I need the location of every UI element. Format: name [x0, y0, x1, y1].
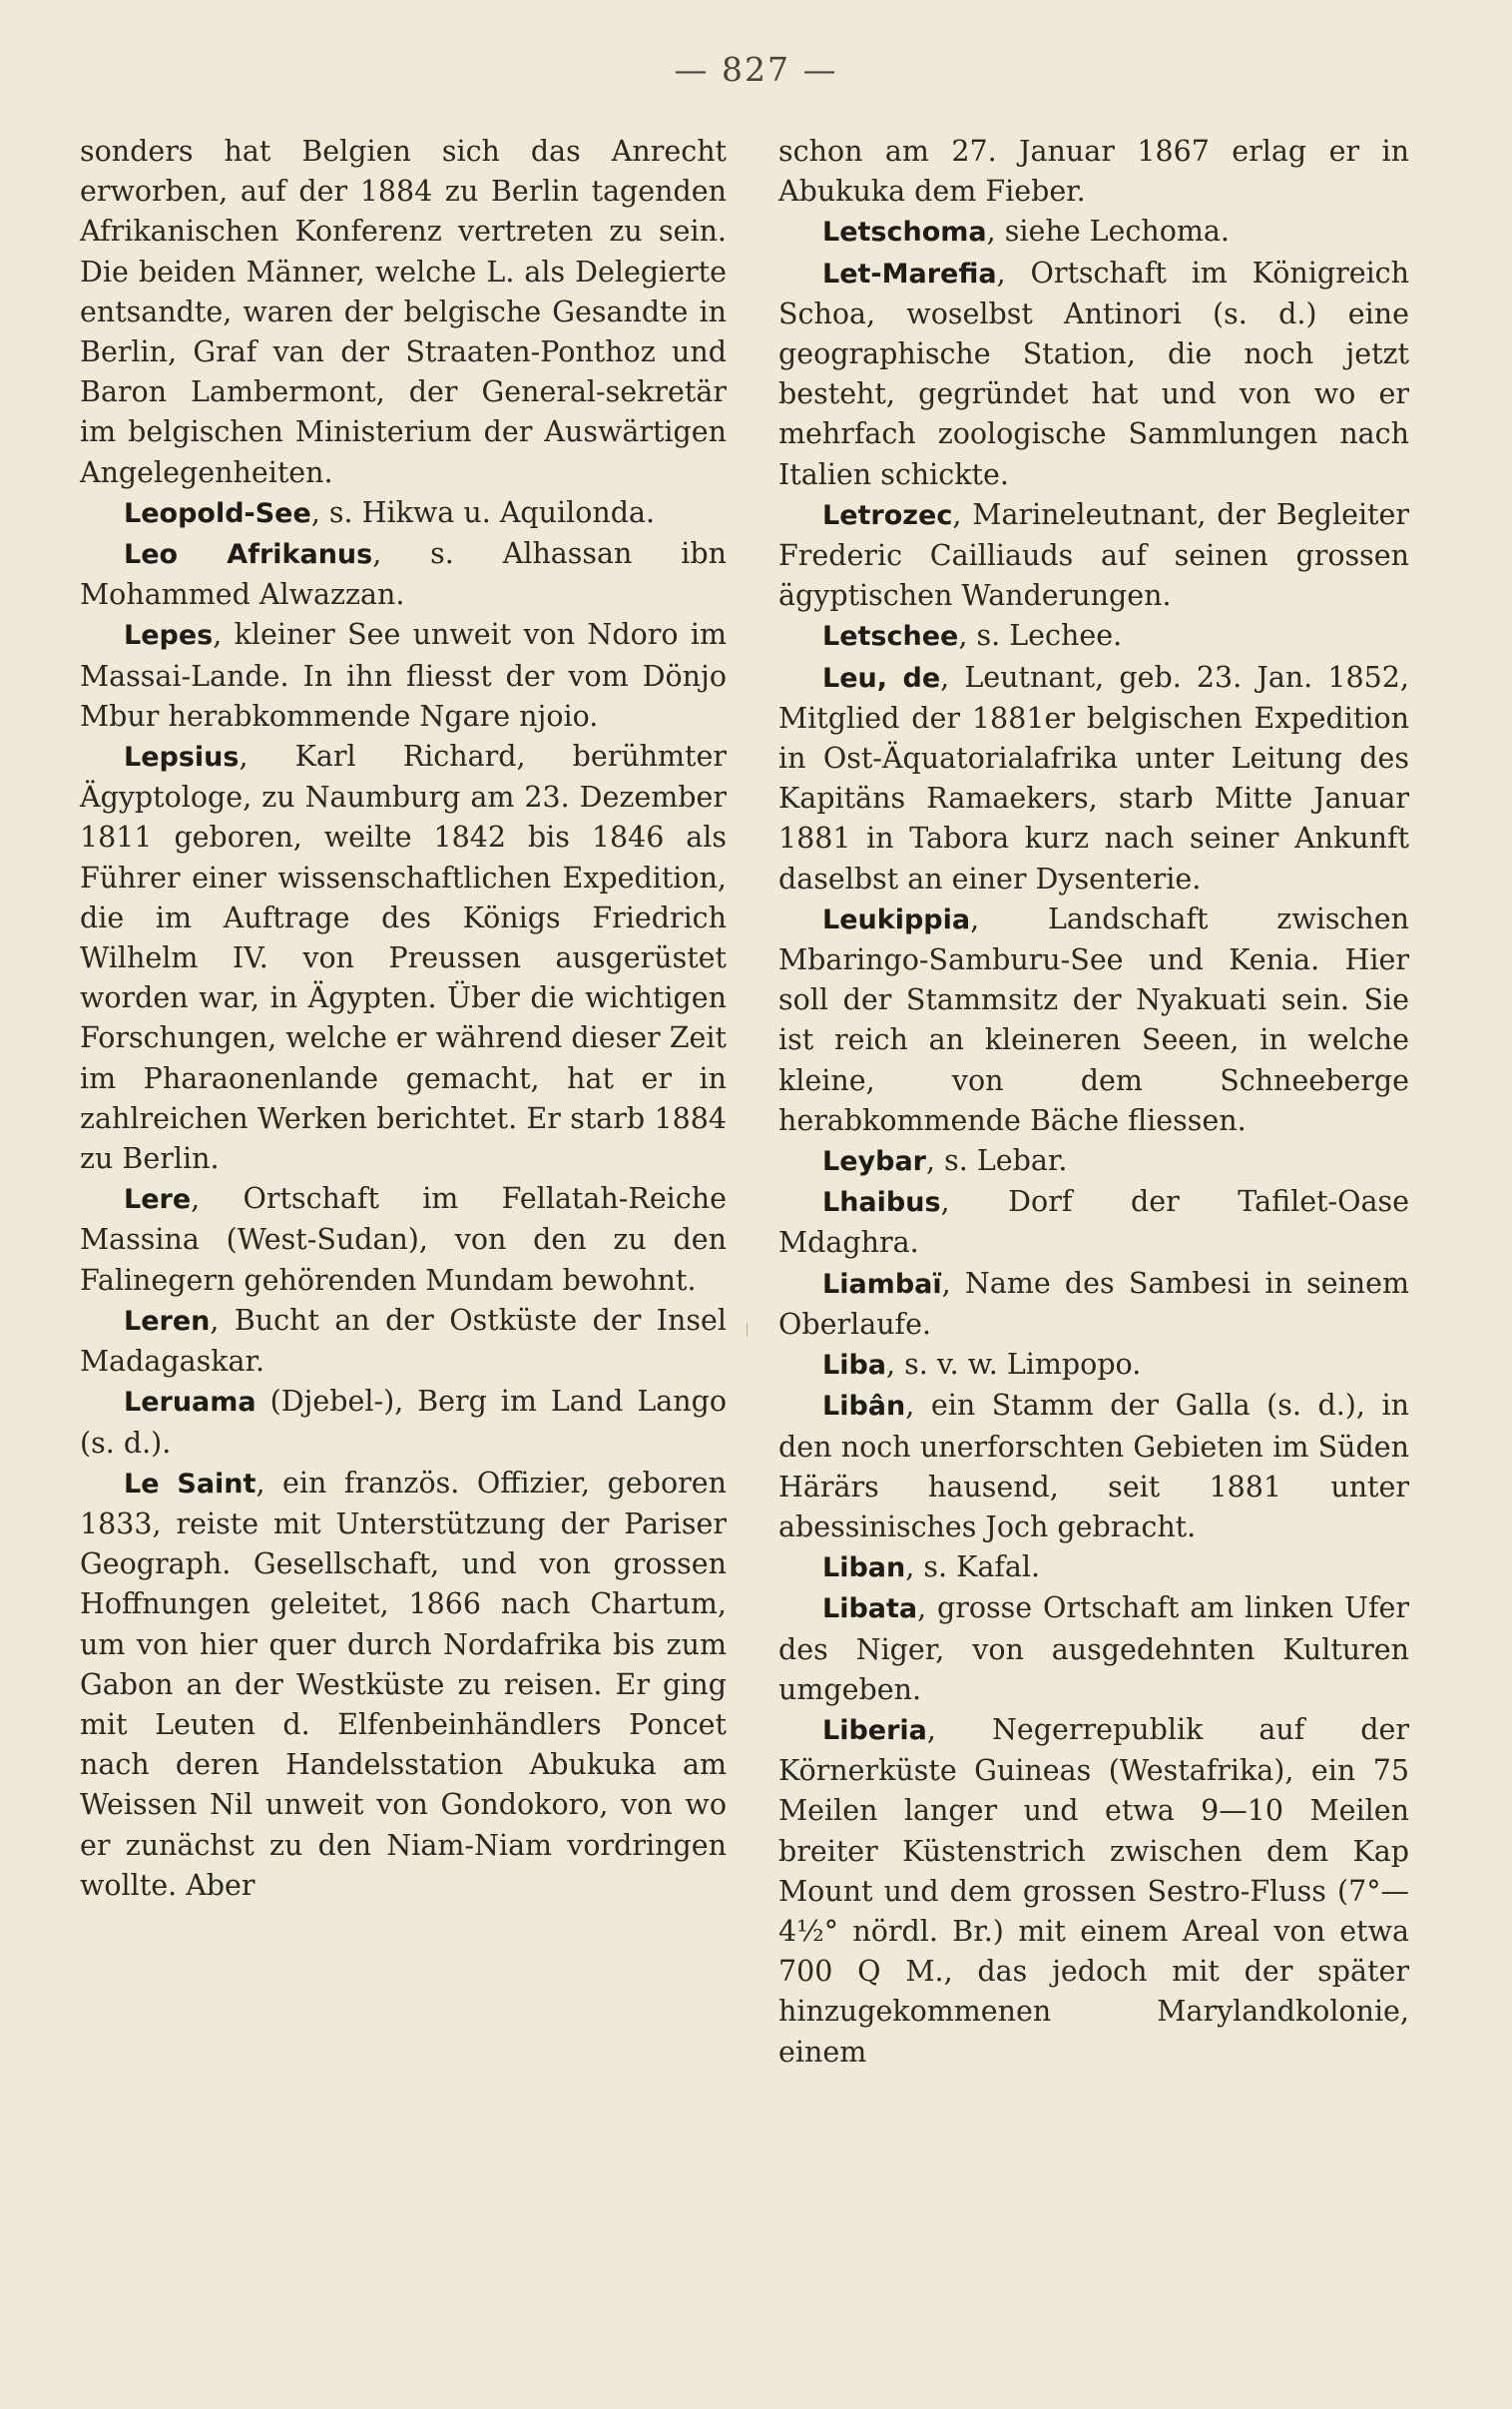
entry-text: schon am 27. Januar 1867 erlag er in Abukuka dem Fieber. — [778, 135, 1409, 209]
entry-text: (Djebel-), Berg im Land Lango (s. d.). — [80, 1385, 727, 1460]
entry-text: , ein Stamm der Galla (s. d.), in den noch unerforschten Gebieten im Süden Härärs hausend, seit 1881 unter abessinisches Joch gebracht. — [778, 1389, 1409, 1543]
entry-text: , Ortschaft im Königreich Schoa, woselbst Antinori (s. d.) eine geographische Station, die noch jetzt besteht, gegründet hat und von wo er mehrfach zoologische Sammlungen nach Italien schickte. — [778, 256, 1409, 491]
dictionary-entry — [80, 615, 727, 737]
entry-text: , s. Lebar. — [925, 1144, 1068, 1178]
dictionary-entry — [80, 1382, 727, 1463]
dictionary-entry — [778, 1141, 1409, 1182]
entry-headword: Liban — [822, 1552, 906, 1584]
entry-text: , s. Lechee. — [958, 619, 1123, 653]
dictionary-entry — [80, 493, 727, 534]
entry-text: , Negerrepublik auf der Körnerküste Guineas (Westafrika), ein 75 Meilen langer und etwa 9—10 Meilen breiter Küstenstrich zwischen dem Kap Mount und dem grossen Sestro-Fluss (7°—4½° nördl. Br.) mit einem Areal von etwa 700 Q M., das jedoch mit der später hinzugekommenen Marylandkolonie, einem — [778, 1712, 1409, 2069]
entry-headword: Letrozec — [822, 499, 953, 531]
entry-headword: Liberia — [822, 1714, 927, 1746]
entry-text: , Marineleutnant, der Begleiter Frederic Cailliauds auf seinen grossen ägyptischen Wanderungen. — [778, 497, 1409, 613]
dictionary-entry — [80, 737, 727, 1179]
dictionary-entry — [778, 132, 1409, 212]
entry-text: , Landschaft zwischen Mbaringo-Samburu-See und Kenia. Hier soll der Stammsitz der Nyakuati sein. Sie ist reich an kleineren Seeen, in welche kleine, von dem Schneeberge herabkommende Bäche fliessen. — [778, 902, 1409, 1137]
entry-text: , ein französ. Offizier, geboren 1833, reiste mit Unterstützung der Pariser Geograph. Gesellschaft, und von grossen Hoffnungen geleitet, 1866 nach Chartum, um von hier quer durch Nordafrika bis zum Gabon an der Westküste zu reisen. Er ging mit Leuten d. Elfenbeinhändlers Poncet nach deren Handelsstation Abukuka am Weissen Nil unweit von Gondokoro, von wo er zunächst zu den Niam-Niam vordringen wollte. Aber — [80, 1466, 727, 1902]
entry-text: , s. Kafal. — [905, 1550, 1041, 1584]
entry-headword: Leopold-See — [124, 497, 311, 529]
dictionary-entry — [80, 534, 727, 615]
entry-text: , grosse Ortschaft am linken Ufer des Niger, von ausgedehnten Kulturen umgeben. — [778, 1591, 1409, 1706]
dictionary-entry — [80, 1301, 727, 1382]
dictionary-entry — [778, 1345, 1409, 1386]
dictionary-entry — [778, 658, 1409, 900]
entry-text: , siehe Lechoma. — [986, 215, 1230, 249]
dictionary-entry — [80, 132, 727, 493]
entry-headword: Leo Afrikanus — [124, 539, 373, 571]
page-number: — 827 — — [674, 50, 838, 89]
entry-text: , Leutnant, geb. 23. Jan. 1852, Mitglied der 1881er belgischen Expedition in Ost-Äquatorialafrika unter Leitung des Kapitäns Ramaekers, starb Mitte Januar 1881 in Tabora kurz nach seiner Ankunft daselbst an einer Dysenterie. — [778, 660, 1409, 896]
dictionary-entry — [80, 1464, 727, 1906]
dictionary-entry — [778, 212, 1409, 253]
entry-text: , Bucht an der Ostküste der Insel Madagaskar. — [80, 1303, 727, 1379]
left-column — [80, 132, 727, 1906]
entry-headword: Leruama — [124, 1387, 256, 1419]
dictionary-entry — [778, 1264, 1409, 1345]
entry-headword: Leukippia — [822, 903, 971, 935]
dictionary-entry — [778, 616, 1409, 657]
entry-headword: Leren — [124, 1305, 211, 1337]
entry-headword: Liambaï — [822, 1268, 942, 1300]
entry-text: , kleiner See unweit von Ndoro im Massai-Lande. In ihn fliesst der vom Dönjo Mbur herabkommende Ngare njoio. — [80, 618, 727, 733]
entry-headword: Letschee — [822, 621, 959, 653]
column-mark — [747, 1323, 748, 1337]
entry-headword: Letschoma — [822, 217, 987, 249]
dictionary-entry — [778, 900, 1409, 1141]
entry-headword: Leybar — [822, 1146, 926, 1178]
dictionary-entry — [778, 495, 1409, 617]
entry-text: , Ortschaft im Fellatah-Reiche Massina (West-Sudan), von den zu den Falinegern gehörenden Mundam bewohnt. — [80, 1182, 727, 1297]
entry-text: , Dorf der Tafilet-Oase Mdaghra. — [778, 1185, 1409, 1260]
dictionary-entry — [778, 1547, 1409, 1588]
entry-headword: Let-Marefia — [822, 258, 997, 290]
entry-headword: Libân — [822, 1391, 906, 1423]
entry-text: , s. Alhassan ibn Mohammed Alwazzan. — [80, 537, 728, 612]
entry-text: , s. Hikwa u. Aquilonda. — [310, 495, 656, 529]
entry-headword: Leu, de — [822, 662, 941, 694]
dictionary-entry — [778, 1710, 1409, 2073]
dictionary-entry — [778, 1182, 1409, 1263]
entry-headword: Lhaibus — [822, 1187, 941, 1219]
entry-text: sonders hat Belgien sich das Anrecht erworben, auf der 1884 zu Berlin tagenden Afrikanischen Konferenz vertreten zu sein. Die beiden Männer, welche L. als Delegierte entsandte, waren der belgische Gesandte in Berlin, Graf van der Straaten-Ponthoz und Baron Lambermont, der General-sekretär im belgischen Ministerium der Auswärtigen Angelegenheiten. — [80, 135, 727, 489]
dictionary-entry — [778, 1588, 1409, 1710]
entry-headword: Libata — [822, 1593, 918, 1625]
entry-headword: Lepes — [124, 620, 214, 652]
entry-headword: Lepsius — [124, 742, 240, 774]
entry-text: , s. v. w. Limpopo. — [886, 1348, 1142, 1382]
right-column — [778, 132, 1409, 2073]
dictionary-entry — [778, 1386, 1409, 1547]
entry-headword: Liba — [822, 1350, 887, 1382]
dictionary-entry — [80, 1179, 727, 1301]
entry-text: , Name des Sambesi in seinem Oberlaufe. — [778, 1266, 1409, 1341]
entry-text: , Karl Richard, berühmter Ägyptologe, zu Naumburg am 23. Dezember 1811 geboren, weilte 1842 bis 1846 als Führer einer wissenschaftlichen Expedition, die im Auftrage des Königs Friedrich Wilhelm IV. von Preussen ausgerüstet worden war, in Ägypten. Über die wichtigen Forschungen, welche er während dieser Zeit im Pharaonenlande gemacht, hat er in zahlreichen Werken berichtet. Er starb 1884 zu Berlin. — [80, 740, 727, 1176]
dictionary-entry — [778, 254, 1409, 495]
entry-headword: Lere — [124, 1184, 192, 1216]
entry-headword: Le Saint — [124, 1468, 256, 1500]
